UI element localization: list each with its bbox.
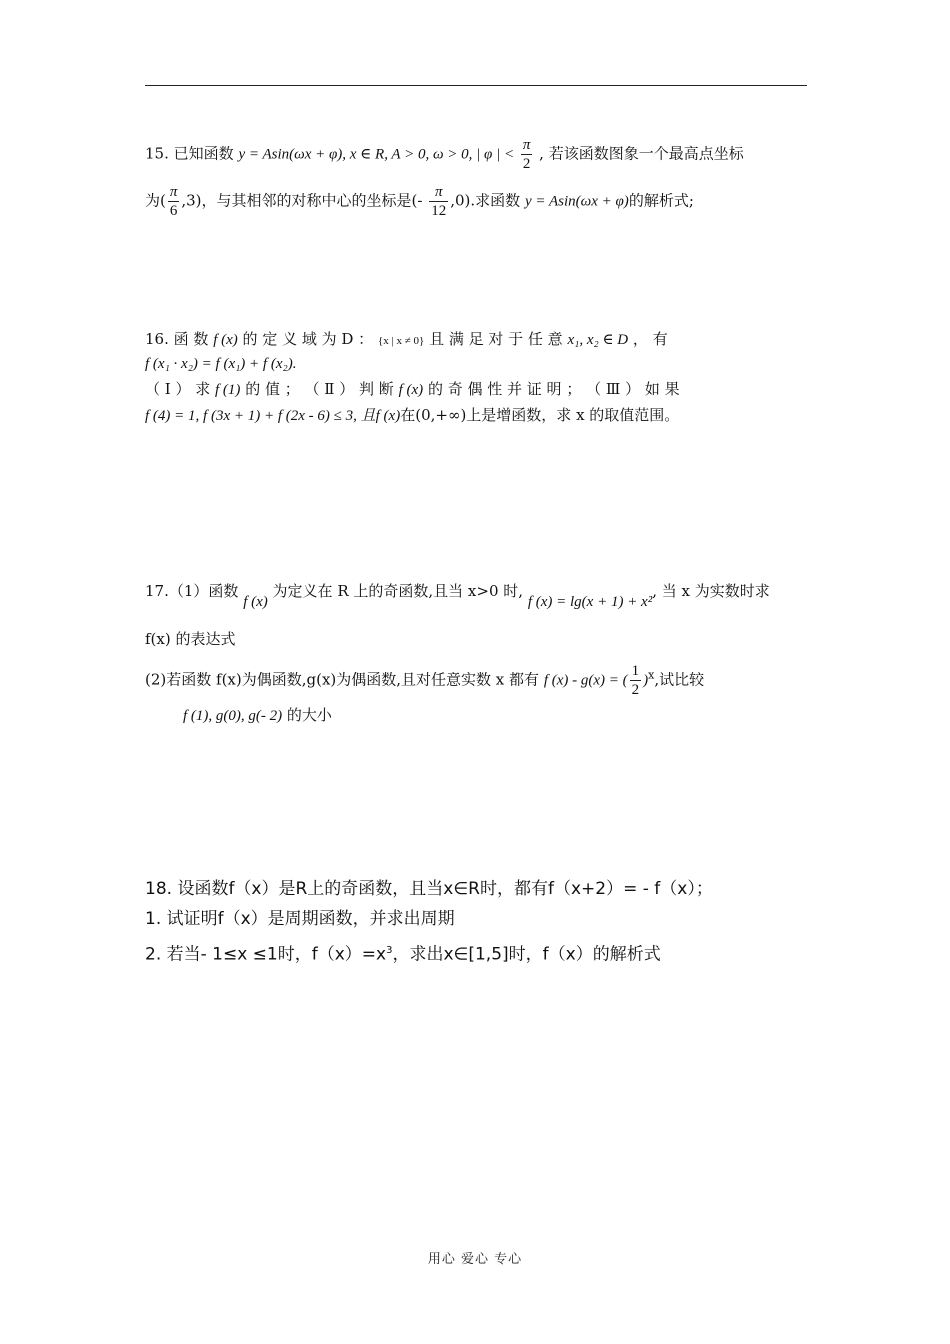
q16-text-4: ， 有	[632, 330, 668, 348]
q17-line2	[145, 628, 235, 650]
q18-part1: 1. 试证明f（x）是周期函数，并求出周期	[145, 909, 455, 929]
q17-text-1: 17.（1）函数	[145, 582, 239, 600]
q17-text-2: 为定义在 R 上的奇函数,且当 x>0 时,	[272, 582, 524, 600]
q17-paren: )	[643, 672, 649, 689]
q16-functional-equation: f (x₁ · x₂) = f (x₁) + f (x₂).	[145, 356, 297, 372]
q17-text-5: (2)若函数 f(x)为偶函数,g(x)为偶函数,且对任意实数 x 都有	[145, 670, 540, 689]
q15-text-4: ,3)，与其相邻的对称中心的坐标是(-	[181, 191, 423, 210]
q18-cube: 3	[386, 945, 393, 956]
q17-formula: f (x) = lg(x + 1) + x²	[527, 594, 653, 610]
q18-line2	[145, 908, 455, 930]
q15-number: 15.	[145, 144, 169, 163]
q17-text-3: , 当 x 为实数时求	[652, 582, 770, 600]
q15-line2	[145, 183, 694, 220]
q16-f1: f (1)	[215, 382, 241, 398]
q18-part2-a: 2. 若当- 1≤x ≤1时，f（x）=x	[145, 944, 387, 965]
q15-formula-1: y = Asin(ωx + φ), x ∈ R, A > 0, ω > 0, | φ | <	[238, 146, 515, 163]
q16-fx: f (x)	[213, 332, 238, 348]
header-rule	[145, 85, 807, 86]
q17-fx: f (x)	[243, 594, 268, 610]
q16-condition: f (4) = 1, f (3x + 1) + f (2x - 6) ≤ 3, 且	[145, 408, 376, 424]
q16-fx-3: f (x)	[375, 408, 401, 424]
q16-domain-set: {x | x ≠ 0}	[377, 335, 425, 347]
q16-text-2: 的 定 义 域 为 D ：	[242, 330, 374, 348]
q16-line1	[145, 328, 668, 352]
q17-text-7: 的大小	[286, 706, 332, 724]
q15-text-1: 已知函数	[173, 144, 234, 163]
q17-compare-values: f (1), g(0), g(- 2)	[183, 708, 283, 724]
q15-text-5: ,0).求函数	[450, 191, 521, 210]
q17-text-4: f(x) 的表达式	[145, 630, 236, 648]
q17-exponent: x	[648, 668, 655, 682]
q15-line1	[145, 136, 744, 173]
q16-line4	[145, 404, 679, 427]
q17-line3	[145, 662, 704, 699]
page-footer: 用心 爱心 专心	[427, 1252, 523, 1267]
q18-line1	[145, 878, 713, 900]
q16-line3	[145, 378, 680, 401]
q16-part2-text: 的 值 ； （ Ⅱ ） 判 断	[245, 380, 394, 398]
q15-fraction-pi-12: $\frac{\pi}{12}$	[431, 184, 447, 219]
q15-fraction-pi-6: $\frac{\pi}{6}$	[169, 184, 178, 219]
q16-line2	[145, 352, 296, 375]
q16-part3-text: 的 奇 偶 性 并 证 明 ； （ Ⅲ ） 如 果	[427, 380, 680, 398]
q15-fraction-pi-2: $\frac{\pi}{2}$	[522, 137, 531, 172]
q16-fx-2: f (x)	[398, 382, 424, 398]
q17-text-6: ,试比较	[654, 670, 705, 689]
q16-text-1: 16. 函 数	[145, 330, 209, 348]
q17-fraction-half: $\frac{1}{2}$	[631, 663, 640, 698]
q15-text-2: , 若该函数图象一个最高点坐标	[539, 144, 744, 163]
q16-part1-text: （ Ⅰ ） 求	[145, 380, 211, 398]
q17-line1	[145, 580, 770, 610]
q15-formula-2: y = Asin(ωx + φ)	[524, 193, 629, 210]
q15-text-3: 为(	[145, 191, 166, 210]
q16-text-5: 在(0,+∞)上是增函数，求 x 的取值范围。	[400, 406, 680, 424]
q18-text-1: 18. 设函数f（x）是R上的奇函数，且当x∈R时，都有f（x+2）= - f（x）；	[145, 879, 713, 899]
q17-line4	[183, 704, 332, 727]
q18-part2-b: ，求出x∈[1,5]时，f（x）的解析式	[392, 944, 661, 965]
q18-line3	[145, 940, 661, 966]
q17-equation: f (x) - g(x) = (	[543, 672, 628, 689]
q16-x1x2: x₁, x₂ ∈ D	[567, 332, 629, 348]
q15-text-6: 的解析式;	[628, 191, 694, 210]
q16-text-3: 且 满 足 对 于 任 意	[429, 330, 563, 348]
